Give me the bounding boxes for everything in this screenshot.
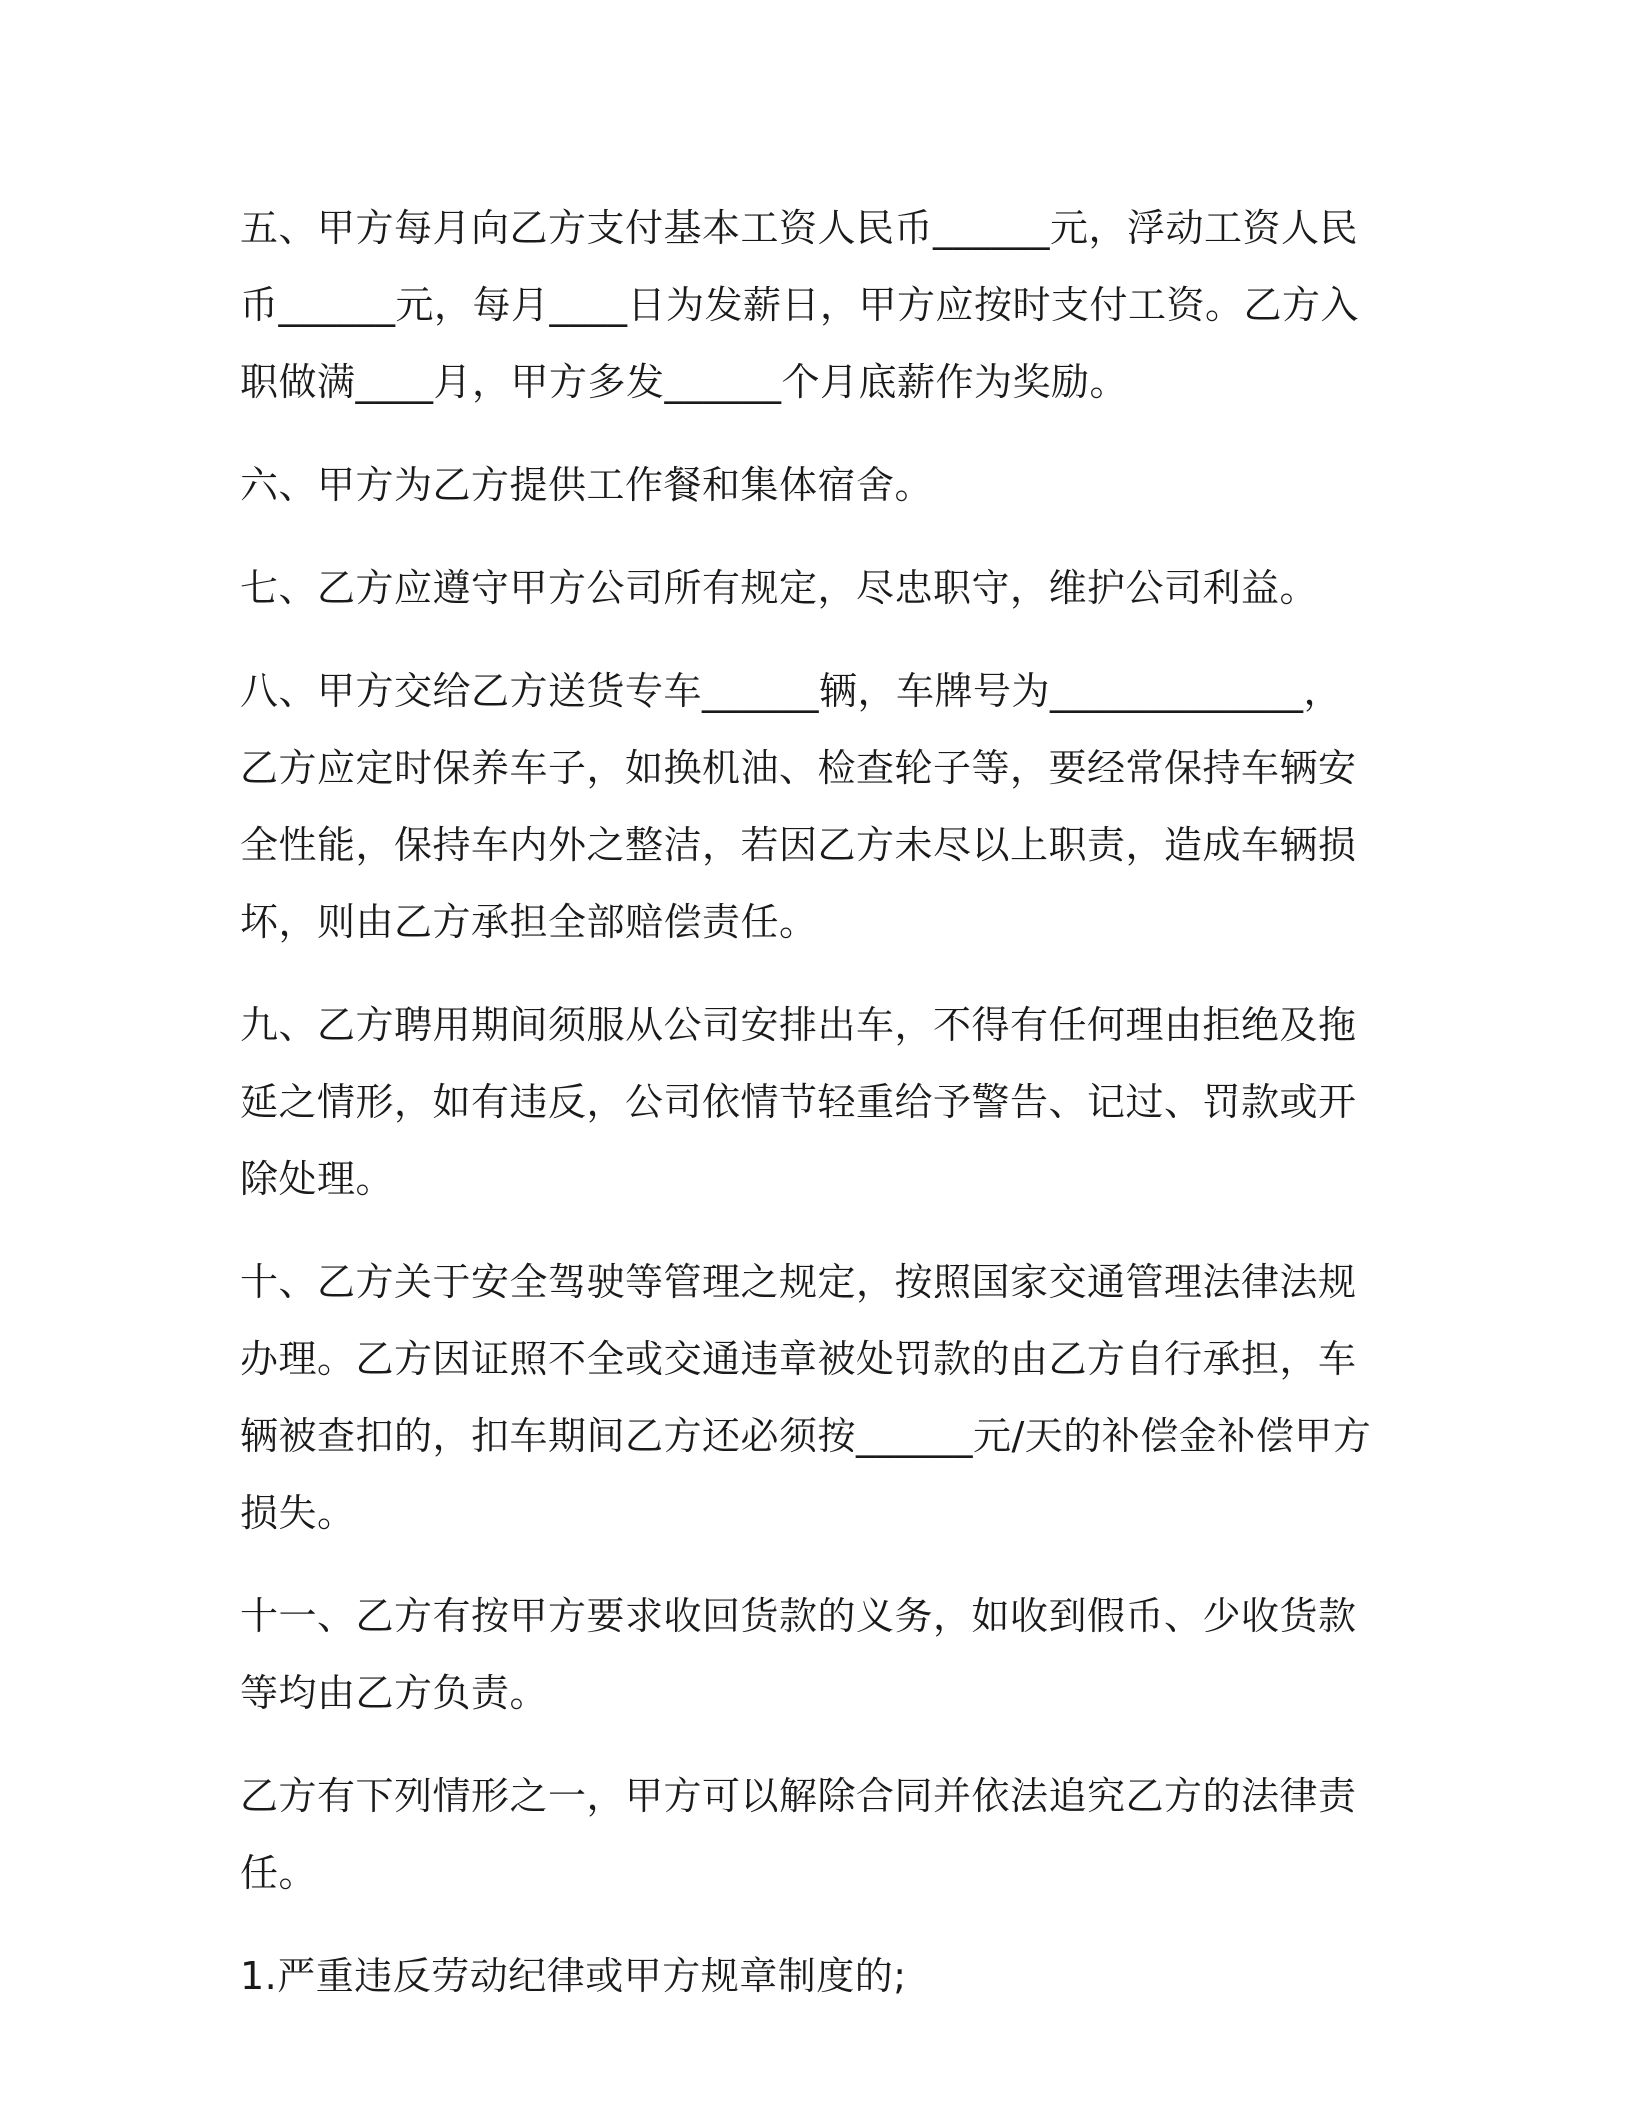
document-body <box>240 190 1380 2041</box>
termination-intro: 乙方有下列情形之一，甲方可以解除合同并依法追究乙方的法律责任。 <box>240 1774 1357 1895</box>
clause-7-company-rules: 七、乙方应遵守甲方公司所有规定，尽忠职守，维护公司利益。 <box>240 566 1319 610</box>
clause-11-payment-collection: 十一、乙方有按甲方要求收回货款的义务，如收到假币、少收货款等均由乙方负责。 <box>240 1594 1357 1715</box>
clause-6-meals-dormitory: 六、甲方为乙方提供工作餐和集体宿舍。 <box>240 463 934 507</box>
clause-10-safe-driving: 十、乙方关于安全驾驶等管理之规定，按照国家交通管理法律法规办理。乙方因证照不全或交通违章被处罚款的由乙方自行承担，车辆被查扣的，扣车期间乙方还必须按______元/天的补偿金补偿甲方损失。 <box>240 1260 1372 1535</box>
clause-5-salary: 五、甲方每月向乙方支付基本工资人民币______元，浮动工资人民币______元，每月____日为发薪日，甲方应按时支付工资。乙方入职做满____月，甲方多发______个月底薪作为奖励。 <box>240 206 1360 404</box>
clause-8-delivery-vehicle: 八、甲方交给乙方送货专车______辆，车牌号为_____________，乙方应定时保养车子，如换机油、检查轮子等，要经常保持车辆安全性能，保持车内外之整洁，若因乙方未尽以上职责，造成车辆损坏，则由乙方承担全部赔偿责任。 <box>240 669 1357 944</box>
termination-item-1: 1.严重违反劳动纪律或甲方规章制度的; <box>240 1954 907 1998</box>
clause-9-dispatch: 九、乙方聘用期间须服从公司安排出车，不得有任何理由拒绝及拖延之情形，如有违反，公司依情节轻重给予警告、记过、罚款或开除处理。 <box>240 1003 1357 1201</box>
